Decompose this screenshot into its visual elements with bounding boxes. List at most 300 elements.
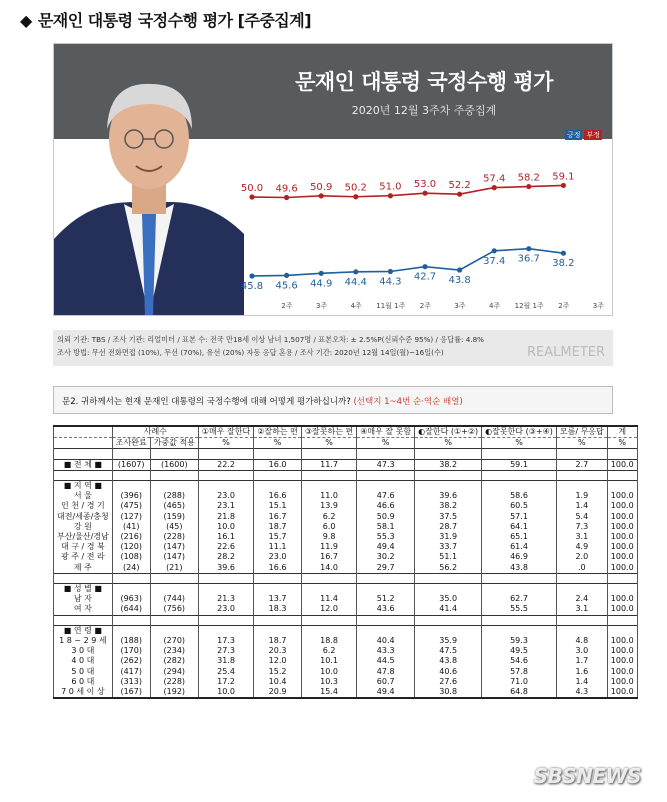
table-group-header [54,584,638,595]
table-spacer [54,449,638,459]
data-point [353,269,358,274]
table-row [54,563,638,574]
row-value: 15.4 [301,687,356,698]
data-label: 43.8 [448,275,471,286]
row-value: 2.7 [556,459,607,470]
subheader-unit: % [254,438,302,449]
data-point [284,273,289,278]
row-value: 58.6 [482,491,557,501]
group-blank [112,584,150,595]
row-n-weighted: (288) [150,491,198,501]
row-value: 3.1 [556,532,607,542]
table-spacer [54,573,638,583]
row-value: 13.9 [301,501,356,511]
row-value: 21.3 [198,594,253,604]
row-value: 28.2 [198,552,253,562]
table-subheader-row [54,438,638,449]
row-value: 21.8 [198,512,253,522]
table-group-header [54,480,638,491]
row-value: 59.1 [482,459,557,470]
row-n-done: (396) [112,491,150,501]
data-point [492,185,497,190]
row-value: 27.3 [198,646,253,656]
row-value: 100.0 [607,636,637,646]
data-point [457,267,462,272]
row-value: 10.0 [301,667,356,677]
group-blank [198,625,253,636]
data-label: 38.2 [552,258,575,270]
row-value: 2.4 [556,594,607,604]
row-value: 6.0 [301,522,356,532]
spacer-cell [482,470,557,480]
row-value: 71.0 [482,677,557,687]
table-row [54,646,638,656]
header-col: ③잘못하는 편 [301,426,356,438]
row-value: 51.1 [415,552,482,562]
row-value: 100.0 [607,459,637,470]
row-value: 100.0 [607,532,637,542]
question-text: 문2. 귀하께서는 현재 문재인 대통령의 국정수행에 대해 어떻게 평가하십니까? [62,397,351,407]
row-n-done: (216) [112,532,150,542]
table-row [54,604,638,615]
data-label: 37.4 [483,255,506,267]
row-value: 16.7 [254,512,302,522]
x-tick-label: 3주 [315,302,328,310]
row-value: 49.4 [357,542,415,552]
row-value: 44.5 [357,656,415,666]
row-value: 28.7 [415,522,482,532]
spacer-cell [415,470,482,480]
row-value: 54.6 [482,656,557,666]
data-label: 42.7 [413,271,437,283]
row-value: 7.3 [556,522,607,532]
spacer-cell [150,615,198,625]
row-label: 5 0 대 [54,667,113,677]
group-blank [301,480,356,491]
spacer-cell [198,573,253,583]
data-point [388,193,393,198]
spacer-cell [556,615,607,625]
row-value: 10.0 [198,522,253,532]
row-value: 51.2 [357,594,415,604]
x-tick-label: 2주 [558,302,570,310]
x-tick-label: 11월 1주 [376,302,406,310]
row-value: 47.5 [415,646,482,656]
row-value: 11.1 [254,542,302,552]
row-value: 64.8 [482,687,557,698]
page-title-text: 문재인 대통령 국정수행 평가 [주중집계] [37,11,312,30]
question-hint: (선택지 1~4번 순·역순 배열) [353,397,463,407]
row-label: 대전/세종/충청 [54,512,113,522]
row-n-done: (1607) [112,459,150,470]
spacer-cell [54,470,113,480]
row-n-weighted: (234) [150,646,198,656]
spacer-cell [254,449,302,459]
row-value: 58.1 [357,522,415,532]
spacer-cell [482,573,557,583]
data-point [249,194,254,199]
row-value: 14.0 [301,563,356,574]
row-label: 부산/울산/경남 [54,532,113,542]
data-point [526,184,531,189]
row-value: 47.3 [357,459,415,470]
data-point [388,269,393,274]
row-n-done: (170) [112,646,150,656]
row-n-weighted: (45) [150,522,198,532]
approval-trend-chart [54,44,613,316]
table-spacer [54,615,638,625]
survey-meta [53,330,613,366]
data-label: 53.0 [413,179,437,191]
row-value: 31.8 [198,656,253,666]
row-value: 37.5 [415,512,482,522]
group-blank [482,480,557,491]
row-value: 100.0 [607,667,637,677]
row-value: 4.9 [556,542,607,552]
x-tick-label: 4주 [488,302,501,310]
row-value: 10.0 [198,687,253,698]
row-value: 16.6 [254,491,302,501]
subheader-sample-done: 조사완료 [112,438,150,449]
meta-line-2: 조사 방법: 무선 전화면접 (10%), 무선 (70%), 유선 (20%) 자동 응답 혼용 / 조사 기간: 2020년 12월 14일(월)~16일(수) [57,348,444,357]
row-label: 여 자 [54,604,113,615]
row-value: 61.4 [482,542,557,552]
row-n-weighted: (282) [150,656,198,666]
table-row [54,687,638,698]
row-value: 43.8 [482,563,557,574]
group-blank [357,480,415,491]
row-value: 38.2 [415,501,482,511]
row-value: 1.6 [556,667,607,677]
row-value: 3.1 [556,604,607,615]
row-value: 12.0 [301,604,356,615]
row-label: ■ 전 체 ■ [54,459,113,470]
data-label: 50.0 [240,183,264,194]
header-col: 계 [607,426,637,438]
row-value: 10.1 [301,656,356,666]
spacer-cell [301,470,356,480]
legend-negative: 부정 [586,131,600,139]
subheader-unit: % [415,438,482,449]
spacer-cell [607,573,637,583]
spacer-cell [112,615,150,625]
spacer-cell [54,615,113,625]
data-label: 50.2 [344,182,367,194]
row-label: 7 0 세 이 상 [54,687,113,698]
data-label: 52.2 [448,180,471,192]
row-value: 22.6 [198,542,253,552]
data-point [422,264,427,269]
row-value: 40.6 [415,667,482,677]
row-value: 46.9 [482,552,557,562]
group-blank [198,584,253,595]
row-value: 100.0 [607,594,637,604]
row-n-done: (188) [112,636,150,646]
spacer-cell [198,615,253,625]
row-value: 1.7 [556,656,607,666]
spacer-cell [112,573,150,583]
group-blank [607,480,637,491]
group-blank [482,625,557,636]
row-value: 41.4 [415,604,482,615]
group-label: ■ 연 령 ■ [54,625,113,636]
row-value: 100.0 [607,646,637,656]
group-blank [607,584,637,595]
row-value: 39.6 [198,563,253,574]
spacer-cell [607,470,637,480]
row-value: 33.7 [415,542,482,552]
row-label: 인 천 / 경 기 [54,501,113,511]
row-label: 4 0 대 [54,656,113,666]
page-title [20,8,311,31]
row-value: 11.9 [301,542,356,552]
row-value: 43.8 [415,656,482,666]
header-col: 모름/ 무응답 [556,426,607,438]
row-value: 35.0 [415,594,482,604]
row-value: 1.4 [556,501,607,511]
table-row [54,594,638,604]
row-value: 55.5 [482,604,557,615]
data-point [561,183,566,188]
row-label: 6 0 대 [54,677,113,687]
row-value: 100.0 [607,512,637,522]
row-value: 23.1 [198,501,253,511]
header-col: ◐잘한다 (①+②) [415,426,482,438]
row-value: 4.8 [556,636,607,646]
row-value: 100.0 [607,563,637,574]
spacer-cell [150,573,198,583]
row-label: 남 자 [54,594,113,604]
row-value: 10.3 [301,677,356,687]
row-value: 27.6 [415,677,482,687]
spacer-cell [301,615,356,625]
group-blank [150,625,198,636]
row-value: 57.1 [482,512,557,522]
group-blank [556,480,607,491]
x-tick-label: 2주 [419,302,432,310]
group-blank [357,584,415,595]
group-blank [415,480,482,491]
row-value: 60.7 [357,677,415,687]
row-value: 5.4 [556,512,607,522]
group-blank [556,584,607,595]
row-value: 1.4 [556,677,607,687]
table-row [54,532,638,542]
table-header-row [54,426,638,438]
group-blank [301,625,356,636]
row-n-weighted: (756) [150,604,198,615]
data-label: 59.1 [552,171,575,183]
row-n-done: (108) [112,552,150,562]
row-value: 55.3 [357,532,415,542]
table-row-total [54,459,638,470]
row-n-done: (120) [112,542,150,552]
spacer-cell [198,470,253,480]
row-n-weighted: (192) [150,687,198,698]
row-value: 47.6 [357,491,415,501]
table-group-header [54,625,638,636]
spacer-cell [54,449,113,459]
row-value: 30.2 [357,552,415,562]
data-label: 44.9 [310,278,333,290]
row-value: 39.6 [415,491,482,501]
row-value: 10.4 [254,677,302,687]
group-blank [357,625,415,636]
data-label: 36.7 [517,253,540,265]
row-value: 6.2 [301,512,356,522]
row-n-weighted: (228) [150,532,198,542]
data-point [284,195,289,200]
spacer-cell [556,449,607,459]
x-tick-label: 4주 [350,302,362,310]
table-row [54,667,638,677]
spacer-cell [112,449,150,459]
spacer-cell [357,573,415,583]
survey-question [53,386,613,414]
spacer-cell [415,615,482,625]
spacer-cell [357,615,415,625]
row-n-done: (167) [112,687,150,698]
row-n-weighted: (147) [150,542,198,552]
data-point [492,248,497,253]
subheader-blank [54,438,113,449]
spacer-cell [150,470,198,480]
sbs-news-watermark: SBSNEWS [533,764,641,788]
group-blank [556,625,607,636]
row-value: 6.2 [301,646,356,656]
row-value: 13.7 [254,594,302,604]
spacer-cell [482,449,557,459]
group-blank [112,480,150,491]
spacer-cell [150,449,198,459]
row-value: 17.3 [198,636,253,646]
row-n-done: (24) [112,563,150,574]
spacer-cell [482,615,557,625]
row-value: 23.0 [254,552,302,562]
row-value: 3.0 [556,646,607,656]
data-point [561,251,566,256]
subheader-unit: % [198,438,253,449]
row-value: 17.2 [198,677,253,687]
meta-line-1: 의뢰 기관: TBS / 조사 기관: 리얼미터 / 표본 수: 전국 만18세 이상 남녀 1,507명 / 표본오차: ± 2.5%P(신뢰수준 95%) / 응답률: 4.8% [57,335,485,344]
row-value: 23.0 [198,491,253,501]
row-value: 15.1 [254,501,302,511]
row-value: 49.5 [482,646,557,656]
data-label: 45.8 [240,281,264,292]
group-blank [150,584,198,595]
row-value: 18.7 [254,522,302,532]
group-blank [415,584,482,595]
row-value: 100.0 [607,491,637,501]
row-n-weighted: (147) [150,552,198,562]
row-value: 22.2 [198,459,253,470]
data-point [319,193,324,198]
row-value: 38.2 [415,459,482,470]
row-value: 23.0 [198,604,253,615]
table-row [54,501,638,511]
header-blank [54,426,113,438]
results-table [53,425,638,699]
spacer-cell [556,573,607,583]
row-value: 62.7 [482,594,557,604]
x-tick-label: 12월 1주 [514,302,544,310]
row-value: 11.4 [301,594,356,604]
data-label: 58.2 [517,172,540,184]
row-n-weighted: (21) [150,563,198,574]
row-n-weighted: (294) [150,667,198,677]
group-label: ■ 성 별 ■ [54,584,113,595]
subheader-unit: % [482,438,557,449]
realmeter-logo: REALMETER [527,345,605,360]
row-label: 대 구 / 경 북 [54,542,113,552]
spacer-cell [415,449,482,459]
row-value: 16.6 [254,563,302,574]
row-value: 100.0 [607,604,637,615]
row-value: 15.7 [254,532,302,542]
data-label: 50.9 [310,181,333,193]
row-n-weighted: (270) [150,636,198,646]
spacer-cell [607,449,637,459]
row-value: 30.8 [415,687,482,698]
row-value: 43.3 [357,646,415,656]
spacer-cell [198,449,253,459]
row-value: 11.7 [301,459,356,470]
group-blank [150,480,198,491]
x-tick-label: 3주 [454,302,466,310]
data-point [249,273,254,278]
row-value: 2.0 [556,552,607,562]
spacer-cell [357,470,415,480]
data-label: 45.6 [275,280,298,292]
row-value: 49.4 [357,687,415,698]
row-n-done: (963) [112,594,150,604]
row-label: 서 울 [54,491,113,501]
data-point [526,246,531,251]
row-value: 18.7 [254,636,302,646]
row-value: .0 [556,563,607,574]
header-col: ④매우 잘 못함 [357,426,415,438]
row-value: 100.0 [607,687,637,698]
group-label: ■ 지 역 ■ [54,480,113,491]
banner-title: 문재인 대통령 국정수행 평가 [295,70,553,94]
row-value: 31.9 [415,532,482,542]
x-tick-label: 2주 [281,302,293,310]
group-blank [482,584,557,595]
row-n-done: (262) [112,656,150,666]
row-value: 9.8 [301,532,356,542]
row-value: 35.9 [415,636,482,646]
row-value: 18.3 [254,604,302,615]
row-value: 11.0 [301,491,356,501]
subheader-sample-weighted: 가중값 적용 [150,438,198,449]
row-value: 15.2 [254,667,302,677]
table-spacer [54,470,638,480]
table-row [54,522,638,532]
group-blank [112,625,150,636]
spacer-cell [301,449,356,459]
spacer-cell [254,470,302,480]
header-col: ①매우 잘한다 [198,426,253,438]
data-label: 44.4 [344,276,367,288]
group-blank [198,480,253,491]
data-point [457,192,462,197]
row-value: 100.0 [607,501,637,511]
data-point [319,271,324,276]
row-value: 43.6 [357,604,415,615]
data-label: 51.0 [379,181,402,193]
row-value: 47.8 [357,667,415,677]
row-value: 16.7 [301,552,356,562]
